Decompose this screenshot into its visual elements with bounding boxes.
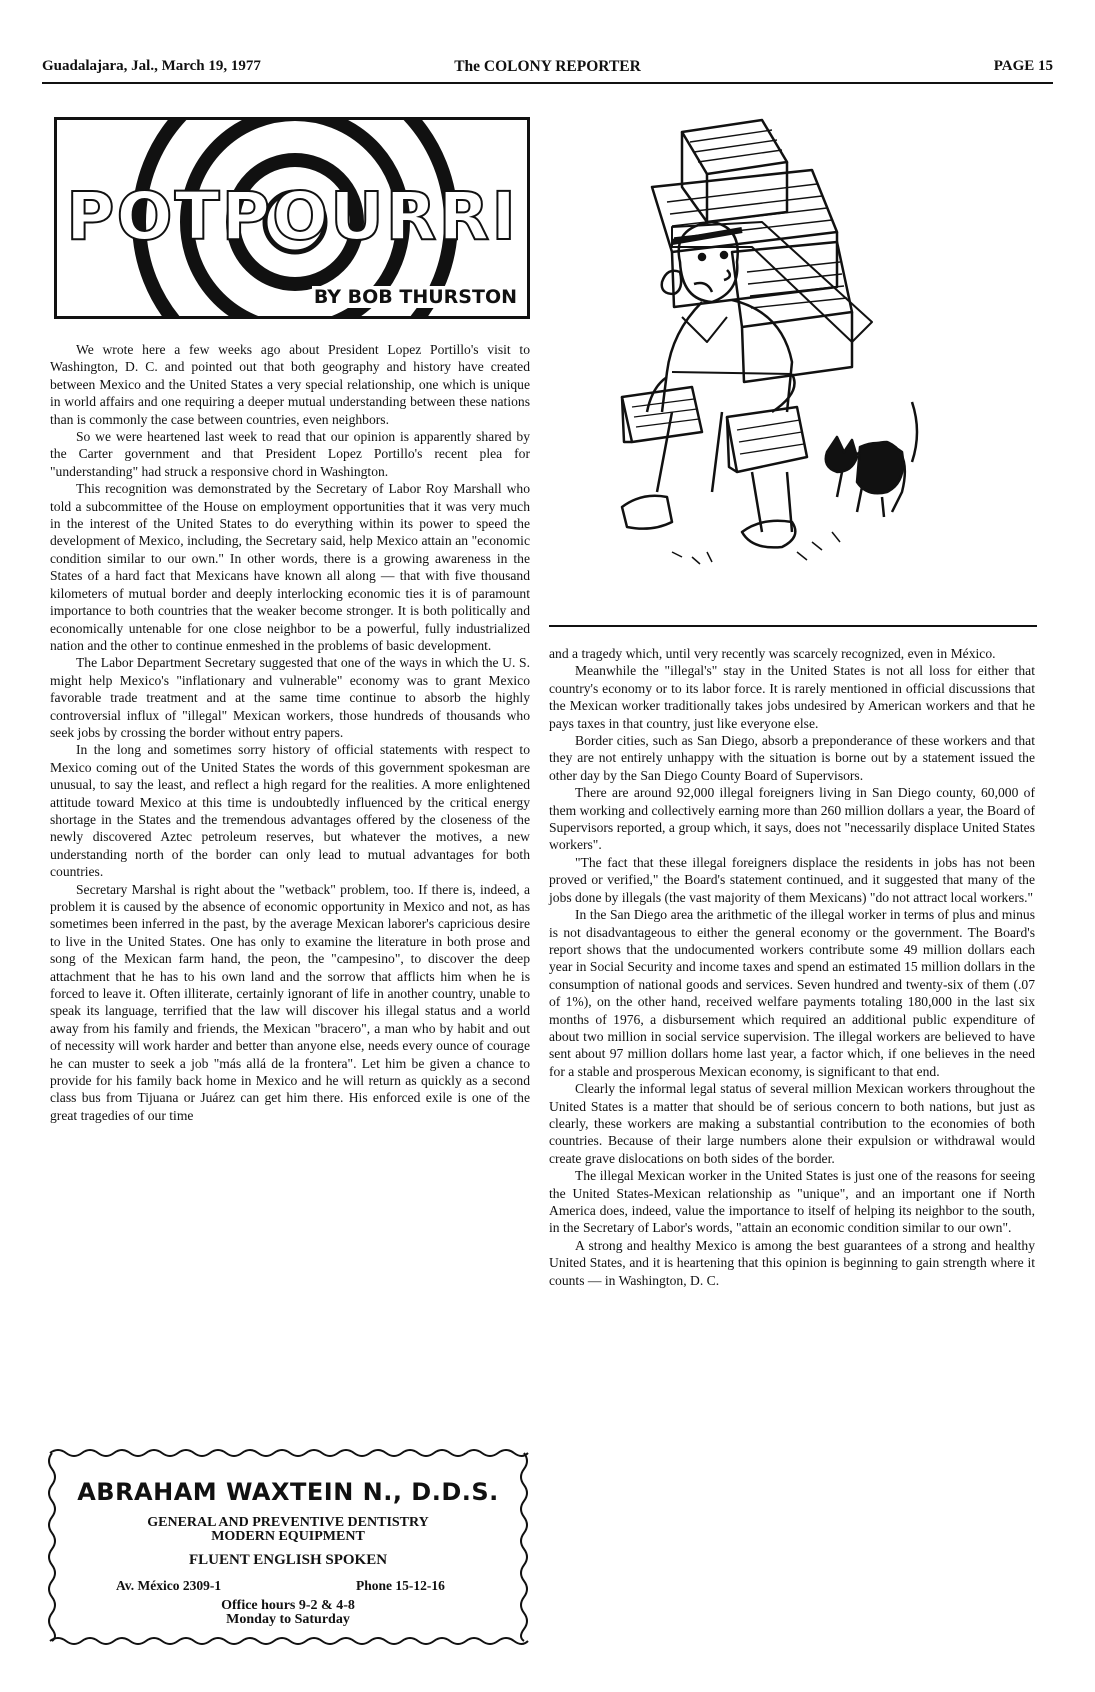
ad-days: Monday to Saturday [226,1612,350,1627]
page-header [42,58,1053,80]
article-paragraph: Secretary Marshal is right about the "wetback" problem, too. If there is, indeed, a problem it is caused by the absence of economic opportunity in Mexico and not, as has sometimes been inferred in the past, by the average Mexican laborer's capricious desire to live in the United States. One has only to examine the literature in both prose and song of the Mexican farm hand, the peon, the "campesino", to discover the deep attachment that he has to his own land and the sorrow that afflicts him when he is forced to leave it. Often illiterate, certainly ignorant of life in another country, unable to speak its language, terrified that the law will discover his illegal status and a world away from his family and friends, the Mexican "bracero", a man who by habit and out of necessity will work harder and better than anyone else, needs every ounce of courage he can muster to seek a job "más allá de la frontera". Let him be given a chance to provide for his family back home in Mexico and he will return as quickly as a second class bus from Tijuana or Juárez can get him there. His enforced exile is one of the great tragedies of our time [50,881,530,1123]
ad-line-equipment: MODERN EQUIPMENT [211,1529,365,1544]
ad-line-services: GENERAL AND PREVENTIVE DENTISTRY [147,1515,429,1530]
article-paragraph: The illegal Mexican worker in the United States is just one of the reasons for seeing the United States-Mexican relationship as "unique", and an important one if North America does, indeed, value the importance to itself of helping its neighbor to the south, in the Secretary of Labor's words, "attain an economic condition similar to our own". [549,1168,1035,1236]
ad-phone: Phone 15-12-16 [356,1578,445,1593]
article-paragraph: Meanwhile the "illegal's" stay in the United States is not all loss for either that country's economy or to its labor force. It is rarely mentioned in official discussions that the Mexican worker traditionally takes jobs undesired by American workers and that he pays taxes in that country, just like everyone else. [549,663,1035,731]
article-paragraph: The Labor Department Secretary suggested that one of the ways in which the U. S. might help Mexico's "inflationary and vulnerable" economy was to grant Mexico favorable trade treatment and at the same time continue to absorb the highly controversial influx of "illegal" Mexican workers, those hundreds of thousands who seek jobs by crossing the border without entry papers. [50,655,530,740]
dentist-advertisement [44,1443,532,1651]
article-paragraph: "The fact that these illegal foreigners displace the residents in jobs has not been proved or verified," the Board's statement continued, and it suggested that many of the jobs done by illegals (the vast majority of them Mexicans) "do not attract local workers." [549,854,1035,905]
ad-office-hours: Office hours 9-2 & 4-8 [221,1598,355,1613]
newspaper-name: The COLONY REPORTER [454,58,641,75]
article-paragraph: So we were heartened last week to read that our opinion is apparently shared by the Carter government and that President Lopez Portillo's recent plea for "understanding" had struck a responsive chord in Washington. [50,429,530,479]
article-right-column [549,645,1035,1289]
column-title: POTPOURRI [66,178,518,255]
article-paragraph: A strong and healthy Mexico is among the best guarantees of a strong and healthy United States, and it is heartening that this opinion is beginning to gain strength where it counts — in Washington, D. C. [549,1237,1035,1288]
ad-address: Av. México 2309-1 [116,1578,222,1593]
page-number: PAGE 15 [993,58,1053,74]
article-paragraph: We wrote here a few weeks ago about President Lopez Portillo's visit to Washington, D. C. and pointed out that both geography and history have created between Mexico and the United States a very special relationship, one which is unique in world affairs and one requiring a deeper mutual understanding between these nations than is commonly the case between countries, even neighbors. [50,342,530,427]
article-paragraph: and a tragedy which, until very recently was scarcely recognized, even in México. [549,646,996,661]
column-logo [54,117,530,319]
advertiser-name: ABRAHAM WAXTEIN N., D.D.S. [77,1478,499,1506]
column-byline: BY BOB THURSTON [313,286,517,308]
cartoon-illustration [612,112,992,612]
article-paragraph: In the long and sometimes sorry history of official statements with respect to Mexico coming out of the United States the words of this government spokesman are unusual, to say the least, and reflect a high regard for the realities. A more enlightened attitude toward Mexico at this time is undoubtedly influenced by the critical energy shortage in the States and the tremendous advantages offered by the closeness of the newly discovered Aztec petroleum reserves, but whatever the motives, a new understanding north of the border can only lead to mutual advantages for both countries. [50,742,530,880]
header-rule [42,82,1053,84]
dateline: Guadalajara, Jal., March 19, 1977 [42,58,261,74]
article-paragraph: Clearly the informal legal status of several million Mexican workers throughout the United States is a matter that should be of serious concern to both nations, but just as clearly, these workers are making a substantial contribution to the economies of both countries. Because of their large numbers alone their expulsion or withdrawal would create grave dislocations on both sides of the border. [549,1081,1035,1166]
illustration-rule [549,625,1037,627]
article-paragraph: This recognition was demonstrated by the Secretary of Labor Roy Marshall who told a subcommittee of the House on employment opportunities that it was very much in the interest of the United States to do everything within its power to speed the development of Mexico, including, the Secretary said, help Mexico attain an "economic condition similar to our own." In other words, there is a growing awareness in the States of a hard fact that Mexicans have known all along — that with five thousand kilometers of mutual border and deeply interlocking economic ties it is of paramount importance to both countries that the weaker become stronger. It is both politically and economically untenable for one close neighbor to be a powerful, fully industrialized nation and the other to continue enmeshed in the problems of basic development. [50,481,530,653]
ad-line-language: FLUENT ENGLISH SPOKEN [188,1552,388,1568]
article-paragraph: There are around 92,000 illegal foreigners living in San Diego county, 60,000 of them working and collectively earning more than 260 million dollars a year, the Board of Supervisors reported, a group which, it says, does not "necessarily displace United States workers". [549,785,1035,853]
article-left-column [50,341,530,1124]
article-paragraph: In the San Diego area the arithmetic of the illegal worker in terms of plus and minus is not disadvantageous to either the general economy or the government. The Board's report shows that the undocumented workers contribute some 49 million dollars each year in Social Security and income taxes and spend an estimated 15 million dollars in the consumption of national goods and services. Seven hundred and twenty-six of them (.07 of 1%), on the other hand, received welfare payments totaling 180,000 in the last six months of 1976, a disbursement which required an additional public expenditure of about two million in social service supervision. The illegal workers are believed to have sent about 97 million dollars home last year, a factor which, if one believes in the need for a stable and prosperous Mexican economy, is significant to that end. [549,907,1035,1079]
article-paragraph: Border cities, such as San Diego, absorb a preponderance of these workers and that they are not entirely unhappy with the situation is borne out by a statement issued the other day by the San Diego County Board of Supervisors. [549,733,1035,783]
